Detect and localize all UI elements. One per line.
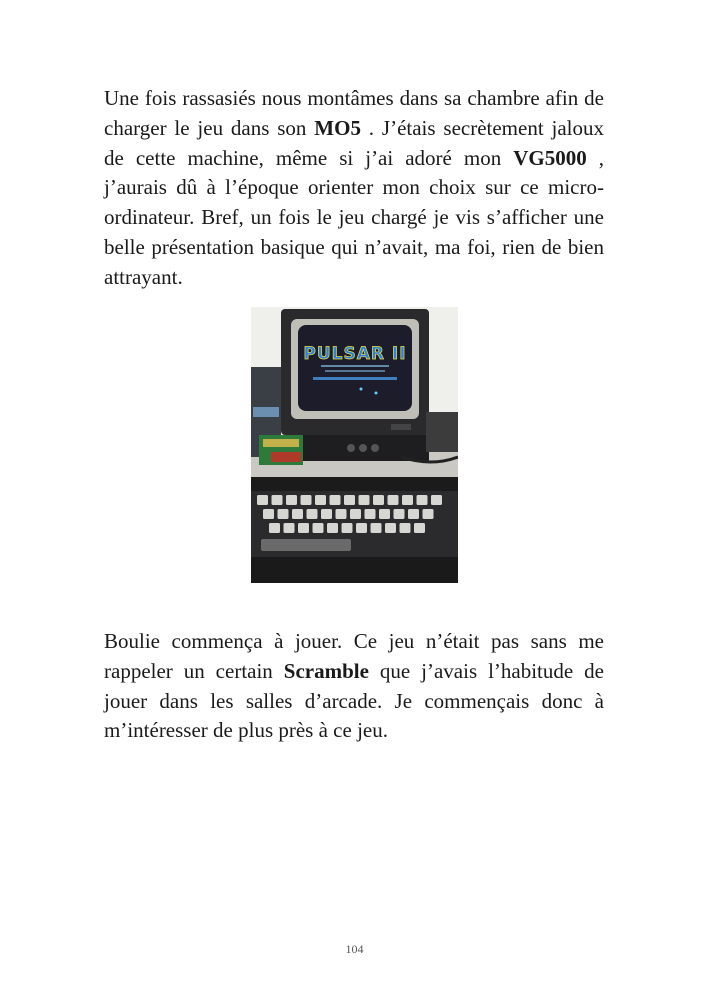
- keyboard-key: [301, 495, 312, 505]
- keyboard-key: [330, 495, 341, 505]
- keyboard-key: [344, 495, 355, 505]
- keyboard-key: [342, 523, 353, 533]
- photo-computer-setup: [251, 307, 458, 583]
- keyboard-key: [414, 523, 425, 533]
- keyboard-key: [336, 509, 347, 519]
- keyboard-key: [263, 509, 274, 519]
- text: Une fois rassasiés nous montâmes dans sa chambre afin de charger le jeu dans son: [104, 86, 604, 140]
- spacebar: [261, 539, 351, 551]
- keyboard-key: [327, 523, 338, 533]
- keyboard-key: [356, 523, 367, 533]
- text: , j’aurais dû à l’époque orienter mon choix sur ce micro-ordinateur. Bref, un fois le jeu chargé je vis s’afficher une belle présentation basique qui n’avait, ma foi, rien de bien attrayant.: [104, 145, 604, 289]
- keyboard-key: [365, 509, 376, 519]
- keyboard-key: [417, 495, 428, 505]
- bold-term-scramble: Scramble: [283, 658, 369, 683]
- photo-illustration: [251, 307, 458, 583]
- text: que j’avais l’habitude de jouer dans les salles d’arcade. Je commençais donc à m’intéresser de plus près à ce jeu.: [104, 658, 604, 743]
- keyboard-key: [307, 509, 318, 519]
- keyboard-key: [286, 495, 297, 505]
- keyboard-key: [350, 509, 361, 519]
- keyboard-key: [402, 495, 413, 505]
- keyboard-key: [278, 509, 289, 519]
- keyboard-key: [284, 523, 295, 533]
- monitor-screen: [298, 325, 412, 411]
- text: Boulie commença à jouer. Ce jeu n’était pas sans me rappeler un certain: [104, 629, 604, 683]
- page-number: 104: [345, 942, 364, 956]
- keyboard-key: [371, 523, 382, 533]
- screen-title: PULSAR II: [303, 344, 407, 364]
- text: . J’étais secrètement jaloux de cette machine, même si j’ai adoré mon: [104, 115, 605, 170]
- keyboard-key: [298, 523, 309, 533]
- keyboard-key: [359, 495, 370, 505]
- keyboard-key: [431, 495, 442, 505]
- keyboard-key: [388, 495, 399, 505]
- keyboard-key: [423, 509, 434, 519]
- keyboard-key: [269, 523, 280, 533]
- paragraph-1: [104, 84, 604, 293]
- keyboard-key: [292, 509, 303, 519]
- keyboard-key: [373, 495, 384, 505]
- keyboard-key: [408, 509, 419, 519]
- keyboard-key: [257, 495, 268, 505]
- keyboard-key: [272, 495, 283, 505]
- keyboard-key: [400, 523, 411, 533]
- paragraph-2: [104, 627, 604, 746]
- keyboard-key: [313, 523, 324, 533]
- bold-term-mo5: MO5: [314, 115, 361, 140]
- keyboard-key: [321, 509, 332, 519]
- bold-term-vg5000: VG5000: [513, 145, 587, 170]
- keyboard-key: [385, 523, 396, 533]
- keyboard-key: [379, 509, 390, 519]
- keyboard-key: [394, 509, 405, 519]
- keyboard-key: [315, 495, 326, 505]
